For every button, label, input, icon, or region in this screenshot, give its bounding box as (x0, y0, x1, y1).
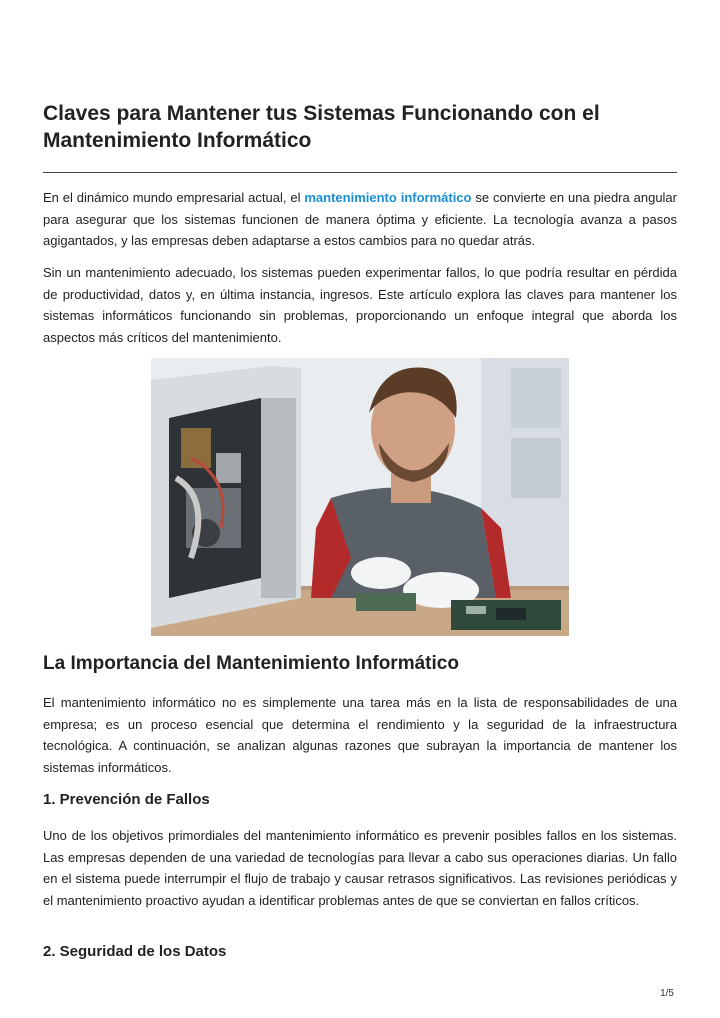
section-paragraph-1: El mantenimiento informático no es simplemente una tarea más en la lista de responsabilidades de una empresa; es un proceso esencial que determina el rendimiento y la seguridad de la infraestructura tecnológica. A continuación, se analizan algunas razones que subrayan la importancia de mantener los sistemas informáticos. (43, 695, 677, 775)
subheading-prevencion: 1. Prevención de Fallos (43, 791, 210, 808)
subheading-seguridad: 2. Seguridad de los Datos (43, 943, 227, 960)
intro-paragraph-1 (43, 187, 677, 252)
intro-text-before: En el dinámico mundo empresarial actual, el (43, 190, 305, 205)
section-heading: La Importancia del Mantenimiento Informático (43, 653, 459, 674)
page-number: 1/5 (660, 988, 674, 999)
title-divider (43, 172, 677, 173)
subsection-paragraph-1: Uno de los objetivos primordiales del mantenimiento informático es prevenir posibles fallos en los sistemas. Las empresas dependen de una variedad de tecnologías para llevar a cabo sus operaciones diarias. Un fallo en el sistema puede interrumpir el flujo de trabajo y causar retrasos significativos. Las revisiones periódicas y el mantenimiento proactivo ayudan a identificar problemas antes de que se conviertan en fallos críticos. (43, 828, 677, 908)
document-title: Claves para Mantener tus Sistemas Funcionando con el Mantenimiento Informático (43, 102, 600, 152)
technician-repairing-computer-photo (151, 358, 569, 636)
intro-text-after: se convierte en una piedra angular para asegurar que los sistemas funcionen de manera óptima y eficiente. La tecnología avanza a pasos agigantados, y las empresas deben adaptarse a estos cambios para no quedar atrás. (43, 190, 677, 248)
mantenimiento-informatico-link[interactable]: mantenimiento informático (304, 190, 472, 205)
intro-paragraph-2: Sin un mantenimiento adecuado, los sistemas pueden experimentar fallos, lo que podría resultar en pérdida de productividad, datos y, en última instancia, ingresos. Este artículo explora las claves para mantener los sistemas informáticos funcionando sin problemas, proporcionando un enfoque integral que aborda los aspectos más críticos del mantenimiento. (43, 265, 677, 345)
